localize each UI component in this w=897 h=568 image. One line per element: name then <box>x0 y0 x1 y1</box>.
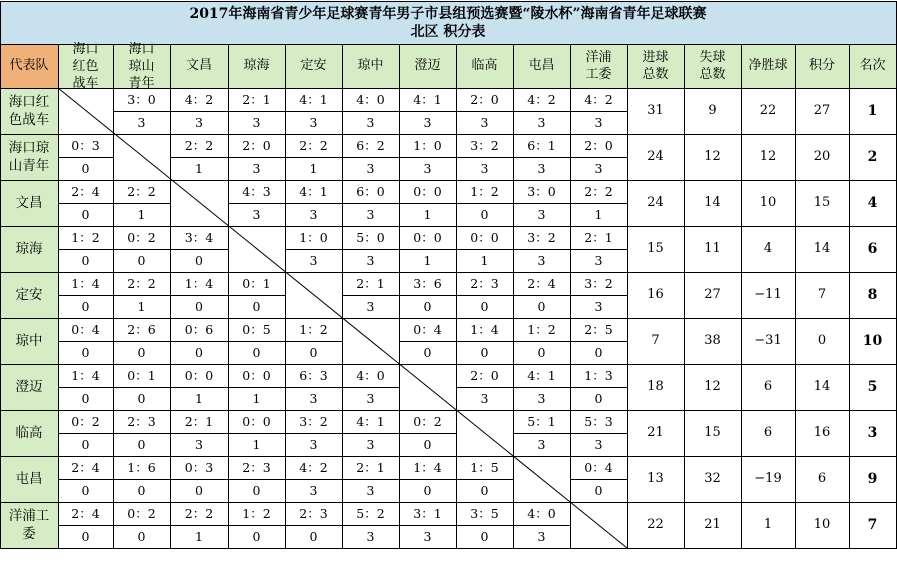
row-team-label: 定安 <box>15 286 43 303</box>
row-team-label: 临高 <box>15 424 43 441</box>
points-text: 3 <box>423 115 432 130</box>
points-text: 3 <box>537 253 546 268</box>
header-corner-label: 代表队 <box>9 58 49 74</box>
stat-value: 10 <box>862 332 883 349</box>
points-text: 3 <box>195 437 203 452</box>
score-text: 1：2 <box>71 230 100 245</box>
score-text: 2：5 <box>584 322 613 337</box>
stat-value: −19 <box>754 471 782 487</box>
stat-value: 6 <box>867 240 878 257</box>
points-text: 0 <box>594 391 603 406</box>
points-text: 1 <box>195 161 203 176</box>
stat-value: 3 <box>867 424 878 441</box>
score-text: 4：0 <box>527 506 556 521</box>
score-text: 3：2 <box>299 414 328 429</box>
points-text: 3 <box>594 253 603 268</box>
score-text: 2：3 <box>470 276 499 291</box>
score-text: 2：4 <box>527 276 556 291</box>
score-text: 6：1 <box>527 138 556 153</box>
points-text: 1 <box>252 437 261 452</box>
score-text: 1：4 <box>413 460 442 475</box>
stat-value: 15 <box>647 241 664 257</box>
points-text: 3 <box>252 161 261 176</box>
score-text: 2：3 <box>127 414 156 429</box>
header-stat-label: 名次 <box>859 58 886 74</box>
points-text: 0 <box>81 207 90 222</box>
points-text: 3 <box>366 483 375 498</box>
points-text: 3 <box>366 529 375 544</box>
points-text: 1 <box>137 299 146 314</box>
score-text: 1：0 <box>299 230 328 245</box>
points-text: 0 <box>594 483 603 498</box>
stat-value: −11 <box>754 287 782 303</box>
header-team-label: 澄迈 <box>414 58 441 74</box>
points-text: 3 <box>252 115 261 130</box>
points-text: 3 <box>537 161 546 176</box>
points-text: 3 <box>309 391 318 406</box>
score-text: 2：3 <box>299 506 328 521</box>
stat-value: 24 <box>647 195 664 211</box>
stat-value: 11 <box>704 241 721 257</box>
points-text: 3 <box>366 161 375 176</box>
points-text: 0 <box>480 483 489 498</box>
points-text: 1 <box>594 207 603 222</box>
points-text: 0 <box>81 299 90 314</box>
score-text: 3：1 <box>413 506 442 521</box>
stat-value: −31 <box>754 333 782 349</box>
score-text: 0：1 <box>127 368 156 383</box>
points-text: 1 <box>137 207 146 222</box>
stat-value: 32 <box>704 471 721 487</box>
points-text: 0 <box>252 483 261 498</box>
stat-value: 21 <box>647 425 664 441</box>
score-text: 4：2 <box>584 92 613 107</box>
stat-value: 6 <box>763 379 773 395</box>
score-text: 0：2 <box>71 414 100 429</box>
score-text: 3：0 <box>127 92 156 107</box>
score-text: 3：2 <box>584 276 613 291</box>
points-text: 3 <box>366 253 375 268</box>
points-text: 1 <box>195 529 203 544</box>
points-text: 3 <box>480 161 489 176</box>
score-text: 2：2 <box>184 138 214 153</box>
score-text: 3：6 <box>413 276 442 291</box>
points-text: 0 <box>252 345 261 360</box>
stat-value: 12 <box>704 149 721 165</box>
title-line-2: 北区 积分表 <box>410 23 486 40</box>
points-text: 1 <box>423 207 432 222</box>
score-text: 2：1 <box>242 92 271 107</box>
score-text: 4：1 <box>299 92 328 107</box>
row-team-label: 屯昌 <box>15 470 43 487</box>
points-text: 0 <box>137 391 146 406</box>
score-text: 0：2 <box>127 230 156 245</box>
points-text: 3 <box>537 115 546 130</box>
stat-value: 4 <box>763 241 773 257</box>
stat-value: 12 <box>704 379 721 395</box>
score-text: 2：2 <box>584 184 613 199</box>
score-text: 1：2 <box>470 184 499 199</box>
points-text: 3 <box>594 115 603 130</box>
points-text: 0 <box>81 253 90 268</box>
stat-value: 18 <box>647 379 664 395</box>
score-text: 4：0 <box>356 368 385 383</box>
score-text: 0：0 <box>242 368 271 383</box>
stat-value: 14 <box>813 241 831 257</box>
points-text: 0 <box>81 345 90 360</box>
points-text: 0 <box>81 391 90 406</box>
score-text: 0：0 <box>470 230 499 245</box>
stat-value: 7 <box>817 287 827 303</box>
score-text: 1：4 <box>184 276 214 291</box>
points-text: 3 <box>366 115 375 130</box>
stat-value: 27 <box>813 103 831 119</box>
stat-value: 1 <box>763 517 773 533</box>
points-text: 0 <box>195 299 203 314</box>
stat-value: 1 <box>867 102 878 119</box>
stat-value: 0 <box>817 333 827 349</box>
points-text: 3 <box>480 115 489 130</box>
score-text: 2：0 <box>584 138 613 153</box>
stat-value: 21 <box>704 517 721 533</box>
points-text: 3 <box>423 161 432 176</box>
score-text: 0：0 <box>413 184 442 199</box>
points-text: 0 <box>137 483 146 498</box>
points-text: 3 <box>366 207 375 222</box>
stat-value: 8 <box>867 286 878 303</box>
score-text: 3：2 <box>527 230 556 245</box>
score-text: 5：3 <box>584 414 613 429</box>
header-team-label: 琼中 <box>357 58 384 74</box>
stat-value: 9 <box>708 103 717 119</box>
points-text: 0 <box>309 529 318 544</box>
score-text: 3：0 <box>527 184 556 199</box>
points-text: 3 <box>309 483 318 498</box>
points-text: 1 <box>195 391 203 406</box>
score-text: 0：6 <box>184 322 214 337</box>
score-text: 3：4 <box>184 230 214 245</box>
score-text: 2：0 <box>470 368 499 383</box>
header-team-label: 临高 <box>471 58 498 74</box>
stat-value: 14 <box>704 195 721 211</box>
points-text: 3 <box>309 253 318 268</box>
score-text: 2：2 <box>127 276 156 291</box>
stat-value: 9 <box>867 470 878 487</box>
score-text: 4：1 <box>356 414 385 429</box>
points-text: 3 <box>594 299 603 314</box>
score-text: 5：1 <box>527 414 556 429</box>
score-text: 2：2 <box>299 138 328 153</box>
points-text: 0 <box>480 207 489 222</box>
score-text: 2：4 <box>71 460 100 475</box>
header-team-label: 定安 <box>300 58 327 74</box>
points-text: 0 <box>423 437 432 452</box>
score-text: 1：5 <box>470 460 499 475</box>
points-text: 1 <box>309 161 318 176</box>
stat-value: 22 <box>759 103 777 119</box>
row-team-label: 海口琼山青年 <box>8 140 50 174</box>
score-text: 1：6 <box>127 460 156 475</box>
score-text: 5：2 <box>356 506 385 521</box>
score-text: 0：4 <box>584 460 613 475</box>
score-text: 0：0 <box>242 414 271 429</box>
score-text: 0：3 <box>71 138 100 153</box>
score-text: 1：4 <box>71 276 100 291</box>
points-text: 3 <box>537 207 546 222</box>
points-text: 3 <box>195 115 203 130</box>
score-text: 0：1 <box>242 276 271 291</box>
score-text: 0：0 <box>184 368 214 383</box>
score-text: 1：0 <box>413 138 442 153</box>
score-text: 4：3 <box>242 184 271 199</box>
points-text: 3 <box>594 161 603 176</box>
points-text: 0 <box>537 299 546 314</box>
points-text: 0 <box>309 345 318 360</box>
stat-value: 12 <box>759 149 777 165</box>
points-text: 0 <box>195 345 203 360</box>
score-text: 0：0 <box>413 230 442 245</box>
stat-value: 7 <box>867 516 878 533</box>
score-text: 0：5 <box>242 322 271 337</box>
score-text: 2：1 <box>356 276 385 291</box>
points-text: 3 <box>537 529 546 544</box>
points-text: 3 <box>309 115 318 130</box>
stat-value: 4 <box>867 194 878 211</box>
score-text: 4：1 <box>413 92 442 107</box>
score-text: 1：4 <box>71 368 100 383</box>
row-team-label: 洋浦工委 <box>8 508 50 542</box>
score-text: 4：2 <box>184 92 214 107</box>
title-line-1: 2017年海南省青少年足球赛青年男子市县组预选赛暨“陵水杯”海南省青年足球联赛 <box>189 5 707 22</box>
score-text: 4：0 <box>356 92 385 107</box>
score-text: 2：1 <box>584 230 613 245</box>
points-text: 3 <box>137 115 146 130</box>
points-text: 0 <box>81 483 90 498</box>
score-text: 0：4 <box>71 322 100 337</box>
points-text: 3 <box>537 437 546 452</box>
points-text: 0 <box>81 161 90 176</box>
score-text: 6：0 <box>356 184 385 199</box>
points-text: 0 <box>594 345 603 360</box>
stat-value: 38 <box>704 333 721 349</box>
row-team-label: 琼海 <box>15 240 43 257</box>
points-text: 3 <box>366 299 375 314</box>
score-text: 6：3 <box>299 368 328 383</box>
stat-value: 16 <box>813 425 831 441</box>
score-text: 0：2 <box>127 506 156 521</box>
points-text: 3 <box>366 391 375 406</box>
points-text: 1 <box>252 391 261 406</box>
points-text: 0 <box>423 345 432 360</box>
score-text: 1：4 <box>470 322 499 337</box>
stat-value: 10 <box>759 195 777 211</box>
stat-value: 24 <box>647 149 664 165</box>
points-text: 0 <box>81 437 90 452</box>
points-text: 3 <box>252 207 261 222</box>
points-text: 0 <box>81 529 90 544</box>
points-text: 0 <box>252 529 261 544</box>
points-text: 0 <box>195 253 203 268</box>
stat-value: 22 <box>647 517 664 533</box>
header-team-label: 海口红色战车 <box>72 41 99 91</box>
points-text: 0 <box>195 483 203 498</box>
stat-value: 27 <box>704 287 721 303</box>
row-team-label: 文昌 <box>15 194 43 211</box>
stat-value: 15 <box>813 195 831 211</box>
points-text: 3 <box>594 437 603 452</box>
header-stat-label: 净胜球 <box>748 58 788 74</box>
score-text: 0：3 <box>184 460 214 475</box>
score-text: 5：0 <box>356 230 385 245</box>
header-team-label: 琼海 <box>243 58 270 74</box>
score-text: 6：2 <box>356 138 385 153</box>
stat-value: 20 <box>813 149 831 165</box>
score-text: 2：1 <box>356 460 385 475</box>
score-text: 0：4 <box>413 322 442 337</box>
points-text: 3 <box>366 437 375 452</box>
header-stat-label: 积分 <box>808 58 835 74</box>
points-text: 3 <box>309 437 318 452</box>
score-text: 4：2 <box>299 460 328 475</box>
points-text: 3 <box>423 529 432 544</box>
points-text: 0 <box>423 299 432 314</box>
score-text: 2：1 <box>184 414 214 429</box>
header-stat-label: 进球总数 <box>642 50 669 82</box>
score-text: 1：2 <box>242 506 271 521</box>
score-text: 0：2 <box>413 414 442 429</box>
stat-value: 31 <box>647 103 664 119</box>
score-text: 2：0 <box>242 138 271 153</box>
points-text: 0 <box>423 483 432 498</box>
header-team-label: 屯昌 <box>528 58 555 74</box>
stat-value: 2 <box>867 148 878 165</box>
stat-value: 15 <box>704 425 721 441</box>
score-text: 1：2 <box>299 322 328 337</box>
score-text: 2：4 <box>71 184 100 199</box>
score-text: 3：5 <box>470 506 499 521</box>
points-text: 0 <box>137 529 146 544</box>
points-text: 0 <box>137 437 146 452</box>
stat-value: 6 <box>817 471 827 487</box>
points-text: 3 <box>480 391 489 406</box>
score-text: 2：0 <box>470 92 499 107</box>
score-text: 4：1 <box>299 184 328 199</box>
score-text: 2：2 <box>184 506 214 521</box>
stat-value: 13 <box>647 471 664 487</box>
stat-value: 5 <box>867 378 878 395</box>
points-text: 0 <box>137 345 146 360</box>
score-text: 2：3 <box>242 460 271 475</box>
points-text: 1 <box>423 253 432 268</box>
points-text: 0 <box>537 345 546 360</box>
stat-value: 16 <box>647 287 664 303</box>
score-text: 2：2 <box>127 184 156 199</box>
stat-value: 10 <box>813 517 831 533</box>
stat-value: 14 <box>813 379 831 395</box>
points-text: 0 <box>480 299 489 314</box>
stat-value: 6 <box>763 425 773 441</box>
score-text: 2：6 <box>127 322 156 337</box>
score-text: 2：4 <box>71 506 100 521</box>
score-text: 4：2 <box>527 92 556 107</box>
header-team-label: 洋浦工委 <box>585 50 612 82</box>
score-text: 1：2 <box>527 322 556 337</box>
score-text: 4：1 <box>527 368 556 383</box>
row-team-label: 澄迈 <box>15 378 43 395</box>
points-text: 3 <box>309 207 318 222</box>
points-text: 3 <box>537 391 546 406</box>
header-team-label: 海口琼山青年 <box>128 41 155 91</box>
points-text: 0 <box>480 345 489 360</box>
points-text: 1 <box>480 253 489 268</box>
header-team-label: 文昌 <box>185 58 212 74</box>
points-text: 0 <box>137 253 146 268</box>
points-text: 0 <box>252 299 261 314</box>
row-team-label: 琼中 <box>15 332 43 349</box>
score-text: 1：3 <box>584 368 613 383</box>
score-text: 3：2 <box>470 138 499 153</box>
row-team-label: 海口红色战车 <box>8 94 50 128</box>
points-text: 0 <box>480 529 489 544</box>
stat-value: 7 <box>651 333 660 349</box>
header-stat-label: 失球总数 <box>699 50 726 82</box>
